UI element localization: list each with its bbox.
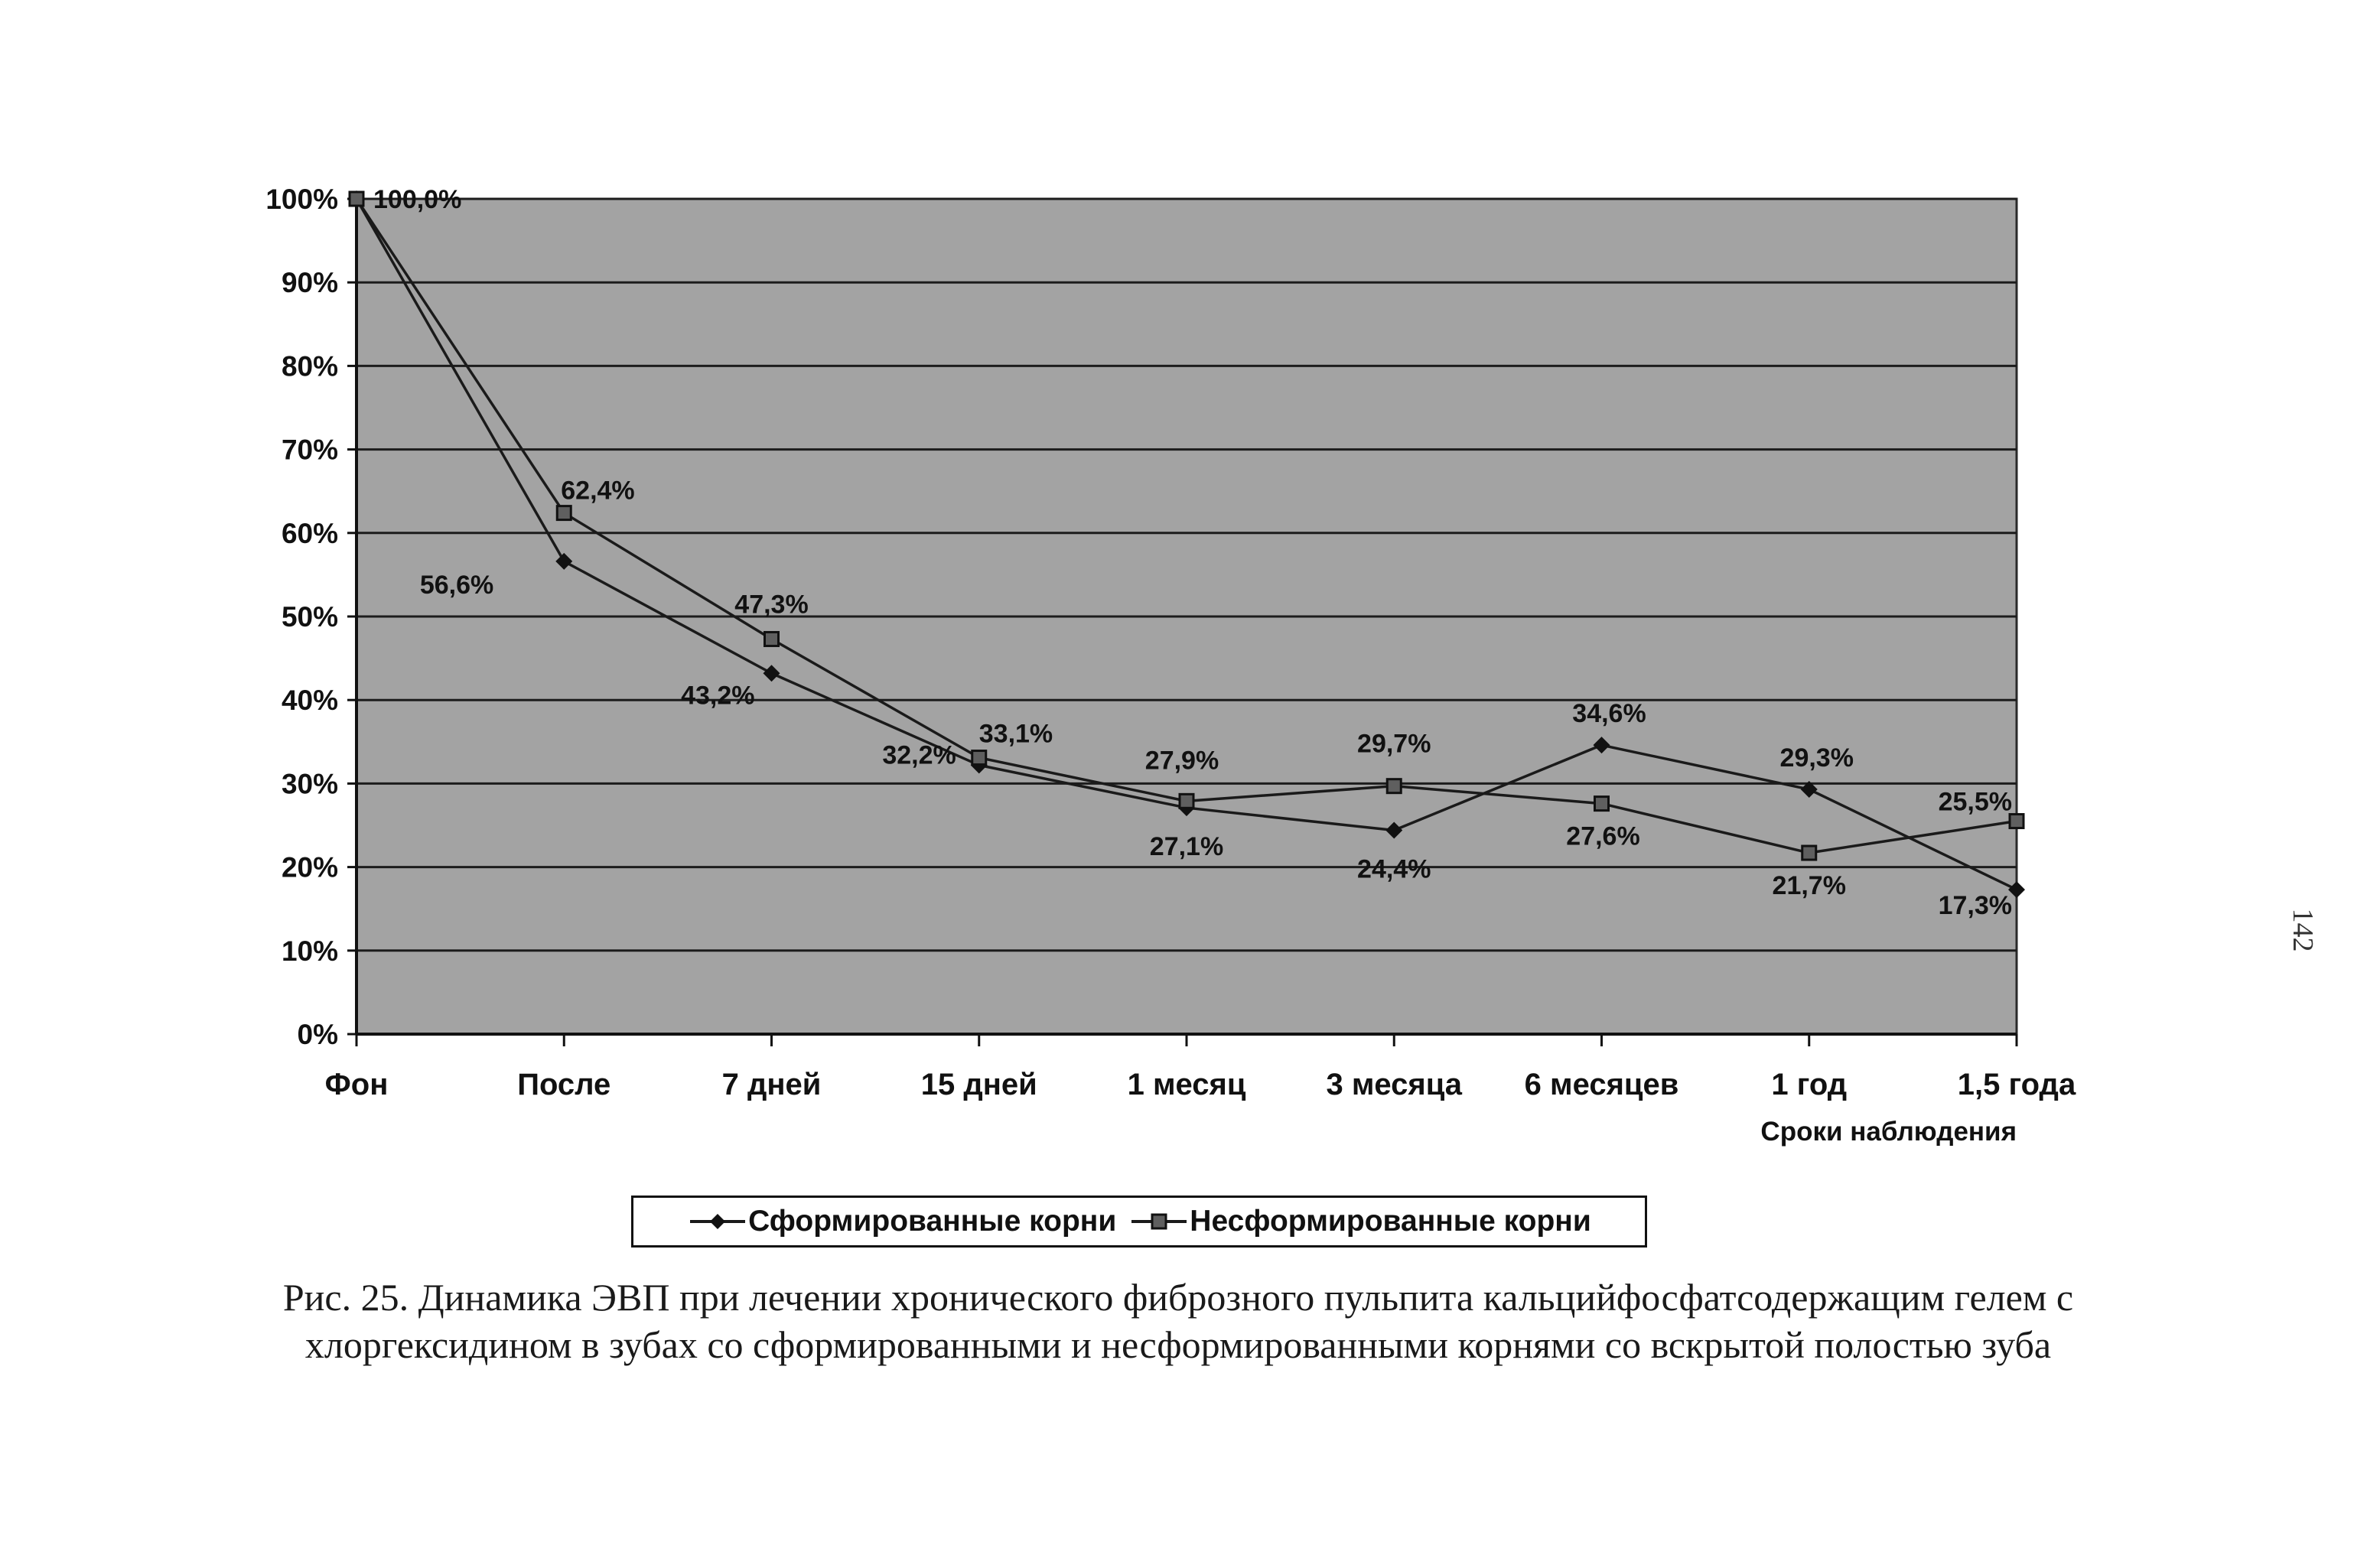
- data-point-square: [557, 506, 571, 520]
- data-label: 43,2%: [681, 681, 755, 711]
- x-tick-label: 3 месяца: [1326, 1068, 1463, 1101]
- data-label: 27,1%: [1149, 832, 1224, 862]
- square-marker-icon: [1128, 1206, 1190, 1237]
- y-tick-label: 10%: [281, 935, 338, 967]
- legend-label-formed-roots: Сформированные корни: [748, 1205, 1117, 1238]
- page-number: 142: [2287, 908, 2319, 952]
- diamond-marker-icon: [687, 1206, 748, 1237]
- data-label: 17,3%: [1938, 891, 2012, 921]
- x-tick-label: 6 месяцев: [1524, 1068, 1679, 1101]
- data-label: 29,3%: [1779, 743, 1854, 773]
- data-label: 21,7%: [1772, 871, 1846, 901]
- data-label: 62,4%: [561, 476, 635, 506]
- x-tick-label: После: [517, 1068, 611, 1101]
- x-tick-label: 15 дней: [920, 1068, 1037, 1101]
- data-label: 47,3%: [734, 590, 809, 620]
- y-tick-label: 100%: [265, 184, 338, 215]
- data-label: 29,7%: [1357, 729, 1431, 759]
- data-label: 100,0%: [373, 185, 462, 214]
- data-label: 27,6%: [1566, 821, 1640, 851]
- x-tick-label: Фон: [324, 1068, 389, 1101]
- data-point-square: [765, 632, 779, 646]
- figure-caption: Рис. 25. Динамика ЭВП при лечении хронического фиброзного пульпита кальцийфосфатсодержащим гелем с хлоргексидином в зубах со сформированными и несформированными корнями со вскрытой полостью зуба: [282, 1276, 2074, 1366]
- data-label: 32,2%: [882, 740, 956, 770]
- y-tick-label: 70%: [281, 434, 338, 466]
- x-tick-label: 7 дней: [721, 1068, 822, 1101]
- data-point-square: [1595, 797, 1609, 811]
- legend-label-unformed-roots: Несформированные корни: [1190, 1205, 1591, 1238]
- y-tick-label: 30%: [281, 768, 338, 800]
- data-label: 33,1%: [978, 719, 1053, 749]
- data-label: 25,5%: [1938, 787, 2012, 817]
- y-tick-label: 40%: [281, 685, 338, 717]
- data-point-square: [1180, 794, 1193, 808]
- legend: [631, 1196, 1647, 1248]
- x-tick-label: 1,5 года: [1957, 1068, 2076, 1101]
- y-tick-label: 90%: [281, 267, 338, 299]
- x-axis-title: Сроки наблюдения: [1760, 1117, 2017, 1147]
- data-label: 56,6%: [419, 570, 494, 600]
- data-point-square: [1387, 779, 1401, 793]
- x-tick-label: 1 месяц: [1127, 1068, 1246, 1101]
- data-label: 34,6%: [1572, 699, 1646, 729]
- data-label: 27,9%: [1144, 746, 1219, 776]
- y-tick-label: 0%: [297, 1019, 338, 1050]
- x-tick-label: 1 год: [1771, 1068, 1848, 1101]
- y-tick-label: 20%: [281, 851, 338, 883]
- legend-entry-unformed-roots: [1128, 1205, 1591, 1238]
- data-label: 24,4%: [1357, 854, 1431, 884]
- data-point-square: [972, 751, 986, 765]
- y-tick-label: 60%: [281, 517, 338, 549]
- data-point-square: [350, 192, 363, 206]
- y-tick-label: 50%: [281, 601, 338, 633]
- data-point-square: [1802, 846, 1816, 860]
- legend-entry-formed-roots: [687, 1205, 1116, 1238]
- y-tick-label: 80%: [281, 350, 338, 382]
